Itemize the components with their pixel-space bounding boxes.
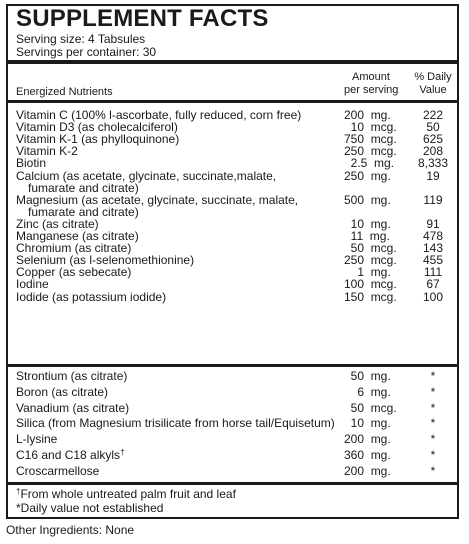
nutrient-name <box>16 194 298 206</box>
amount-per-serving: 200 mg. <box>344 108 391 122</box>
nutrient-name-text: Selenium (as l-selenomethionine) <box>16 253 195 268</box>
amount-per-serving: 500 mg. <box>344 192 391 207</box>
servings-per-container: Servings per container: 30 <box>16 45 157 59</box>
dagger-text: From whole untreated palm fruit and leaf <box>20 487 236 501</box>
nutrient-name-text: Iodine <box>16 277 49 292</box>
daily-value: * <box>430 432 436 447</box>
nutrient-name <box>16 402 129 414</box>
nutrient-name-text: Vitamin D3 (as cholecalciferol) <box>16 120 178 135</box>
nutrient-name <box>16 465 99 477</box>
amount-per-serving: 2.5 mg. <box>344 156 395 171</box>
amount-per-serving: 750 mcg. <box>344 132 397 147</box>
daily-value: 8,333 <box>417 156 449 171</box>
nutrient-name-text: Silica (from Magnesium trisilicate from horse tail/Equisetum) <box>16 416 335 431</box>
thick-rule-header <box>8 100 457 103</box>
nutrient-name-text: Vitamin K-2 <box>16 144 78 159</box>
daily-value: 111 <box>423 265 443 280</box>
amount-per-serving: 1 mg. <box>344 265 391 280</box>
daily-value: 143 <box>422 241 444 256</box>
nutrient-name <box>16 291 166 303</box>
amount-per-serving: 6 mg. <box>344 384 391 399</box>
nutrient-name <box>16 386 108 398</box>
nutrient-name <box>16 370 127 382</box>
header-nutrients: Energized Nutrients <box>16 86 113 98</box>
header-dv-1: % Daily <box>414 71 452 83</box>
amount-per-serving: 10 mcg. <box>344 120 397 135</box>
nutrient-name <box>16 170 276 182</box>
header-amount-2: per serving <box>344 84 399 96</box>
daily-value: * <box>430 384 436 399</box>
amount-per-serving: 200 mg. <box>344 432 391 447</box>
panel-title: SUPPLEMENT FACTS <box>16 5 269 32</box>
amount-per-serving: 250 mcg. <box>344 253 397 268</box>
daily-value: 208 <box>422 144 444 159</box>
nutrient-name <box>16 449 125 461</box>
daily-value: 100 <box>422 289 444 304</box>
nutrient-name-text: Zinc (as citrate) <box>16 216 99 231</box>
dagger-mark: † <box>120 448 125 457</box>
daily-value: 91 <box>426 216 440 231</box>
amount-per-serving: 250 mg. <box>344 168 391 183</box>
serving-size: Serving size: 4 Tabsules <box>16 32 146 46</box>
nutrient-name-text: C16 and C18 alkyls <box>16 448 121 462</box>
nutrient-name-continued: fumarate and citrate) <box>28 204 139 219</box>
amount-per-serving: 10 mg. <box>344 416 391 431</box>
amount-per-serving: 11 mg. <box>344 229 390 243</box>
daily-value: * <box>430 416 436 431</box>
amount-per-serving: 50 mcg. <box>344 241 397 256</box>
daily-value: * <box>430 463 436 478</box>
thick-rule-middle <box>8 364 457 367</box>
daily-value: 67 <box>426 277 440 292</box>
daily-value: * <box>430 448 436 462</box>
nutrient-name-continued: fumarate and citrate) <box>28 180 139 195</box>
nutrient-name-text: Copper (as sebecate) <box>16 265 132 280</box>
thick-rule-top <box>8 60 457 64</box>
daily-value: 119 <box>423 192 443 207</box>
nutrient-name-text: Boron (as citrate) <box>16 384 109 399</box>
nutrient-name <box>16 433 57 445</box>
nutrient-name-text: L-lysine <box>16 432 58 447</box>
supplement-facts-panel <box>6 4 459 519</box>
footnote-dagger <box>16 488 236 501</box>
amount-per-serving: 250 mcg. <box>344 144 397 159</box>
daily-value: 222 <box>422 108 444 122</box>
other-ingredients: Other Ingredients: None <box>6 523 135 537</box>
daily-value: 50 <box>426 120 440 135</box>
nutrient-name-text: Magnesium (as acetate, glycinate, succinate, malate, <box>16 192 299 207</box>
amount-per-serving: 360 mg. <box>344 448 391 462</box>
nutrient-name-text: Strontium (as citrate) <box>16 369 128 383</box>
header-dv-2: Value <box>419 84 447 96</box>
daily-value: * <box>430 400 436 415</box>
thick-rule-bottom <box>8 482 457 485</box>
daily-value: 455 <box>422 253 444 268</box>
amount-per-serving: 200 mg. <box>344 463 391 478</box>
nutrient-name <box>16 417 335 429</box>
nutrient-name-text: Chromium (as citrate) <box>16 241 132 256</box>
nutrient-name-text: Vanadium (as citrate) <box>16 400 130 415</box>
amount-per-serving: 150 mcg. <box>344 289 397 304</box>
nutrient-name-text: Iodide (as potassium iodide) <box>16 289 167 304</box>
nutrient-name-text: Vitamin C (100% l-ascorbate, fully reduced, corn free) <box>16 108 302 122</box>
nutrient-name-text: Manganese (as citrate) <box>16 229 139 243</box>
daily-value: 478 <box>422 229 444 243</box>
amount-per-serving: 50 mg. <box>344 369 391 383</box>
nutrient-name-text: Biotin <box>16 156 47 171</box>
amount-per-serving: 10 mg. <box>344 216 391 231</box>
nutrient-name-text: Calcium (as acetate, glycinate, succinate,malate, <box>16 168 277 183</box>
amount-per-serving: 100 mcg. <box>344 277 397 292</box>
daily-value: 19 <box>426 168 440 183</box>
daily-value: 625 <box>422 132 444 147</box>
dagger-mark: † <box>16 487 21 496</box>
daily-value: * <box>430 369 436 383</box>
nutrient-name-text: Croscarmellose <box>16 463 100 478</box>
header-amount-1: Amount <box>352 71 390 83</box>
nutrient-name-text: Vitamin K-1 (as phylloquinone) <box>16 132 180 147</box>
amount-per-serving: 50 mcg. <box>344 400 397 415</box>
footnote-daily-value: *Daily value not established <box>16 501 164 515</box>
